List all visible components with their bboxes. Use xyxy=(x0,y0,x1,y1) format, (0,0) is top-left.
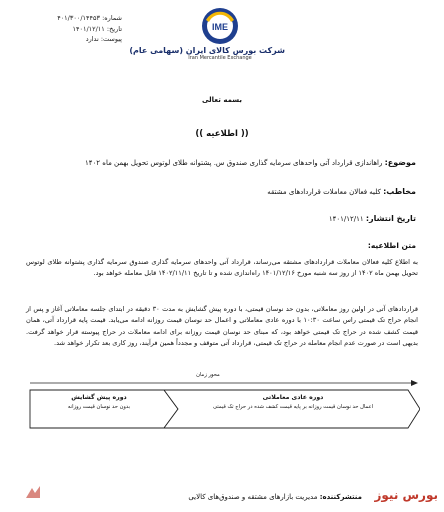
publish-date-value: ۱۴۰۱/۱۲/۱۱ xyxy=(328,215,364,223)
subject-line xyxy=(21,158,416,167)
normal-trading-desc: اعمال حد نوسان قیمت روزانه بر پایه قیمت کشف شده در حراج تک قیمتی xyxy=(212,404,374,410)
addressee-label: مخاطب: xyxy=(383,187,416,196)
notice-title: (( اطلاعیه )) xyxy=(195,129,249,139)
time-axis-label: محور زمان xyxy=(196,372,220,378)
timeline-diagram xyxy=(28,372,420,434)
subject-label: موضوع: xyxy=(384,158,416,167)
company-logo xyxy=(129,6,285,76)
pre-opening-title: دوره پیش گشایش xyxy=(71,394,127,401)
publisher-line xyxy=(62,493,362,501)
body-paragraph-2: قراردادهای آتی در اولین روز معاملاتی، بدون حد نوسان قیمتی، با دوره پیش گشایش به مدت ۳۰ دقیقه در ابتدای جلسه معاملاتی آغاز و پس از انجام حراج تک قیمتی راس ساعت ۱۰:۳۰ با دوره عادی معاملاتی و اعمال حد نوسان قیمت روزانه ادامه می‌یابد. قیمت پایه قرارداد آتی، همان قیمت کشف شده در حراج تک قیمتی خواهد بود، که مبنای حد نوسان قیمت روزانه برای ادامه معاملات در حراج پیوسته قرار خواهد گرفت. بدیهی است در صورت عدم انجام معامله در حراج تک قیمتی، قرارداد آتی متوقف و مجدداً همین فرآیند، روز کاری بعد تکرار خواهد شد. xyxy=(26,305,418,347)
document-meta xyxy=(30,13,122,45)
normal-trading-phase xyxy=(180,394,406,410)
org-name-en: Iran Mercantile Exchange xyxy=(188,55,252,61)
addressee-text: کلیه فعالان معاملات قراردادهای مشتقه xyxy=(267,188,381,196)
publish-date-label: تاریخ انتشار: xyxy=(365,214,416,223)
basmala: بسمه تعالی xyxy=(201,96,243,104)
body-heading: متن اطلاعیه: xyxy=(367,241,416,250)
pre-opening-desc: بدون حد نوسان قیمت روزانه xyxy=(67,404,131,410)
brand-watermark: بورس نیوز xyxy=(374,488,438,502)
letter-date: تاریخ: ۱۴۰۱/۱۲/۱۱ xyxy=(72,24,122,33)
org-name-fa: شرکت بورس کالای ایران (سهامی عام) xyxy=(129,46,285,55)
pre-opening-phase xyxy=(34,394,164,410)
publish-date-line xyxy=(21,214,416,223)
subject-text: راهاندازی قرارداد آتی واحدهای سرمایه گذاری صندوق س. پشتوانه طلای لوتوس تحویل بهمن ماه ۱۴۰۲ xyxy=(85,159,383,167)
publisher-value: مدیریت بازارهای مشتقه و صندوق‌های کالایی xyxy=(188,493,318,501)
ime-logo-icon xyxy=(198,6,242,46)
letter-number: شماره: ۴۰۱/۳۰۰/۱۴۴۵۳ xyxy=(57,14,122,22)
publisher-label: منتشرکننده: xyxy=(319,493,362,501)
letter-attachment: پیوست: ندارد xyxy=(85,35,122,43)
normal-trading-title: دوره عادی معاملاتی xyxy=(262,394,324,401)
addressee-line xyxy=(21,187,416,196)
body-paragraph-1: به اطلاع کلیه فعالان معاملات قراردادهای مشتقه می‌رساند، قرارداد آتی واحدهای سرمایه گذاری صندوق سرمایه گذاری پشتوانه طلای لوتوس تحویل بهمن ماه ۱۴۰۲ از روز سه شنبه مورخ ۱۴۰۱/۱۲/۱۶ راه‌اندازی شده و تا تاریخ ۱۴۰۲/۱۱/۱۱ قابل معامله خواهد بود. xyxy=(26,258,418,278)
watermark-icon xyxy=(24,484,42,502)
svg-text:IME: IME xyxy=(211,22,229,32)
